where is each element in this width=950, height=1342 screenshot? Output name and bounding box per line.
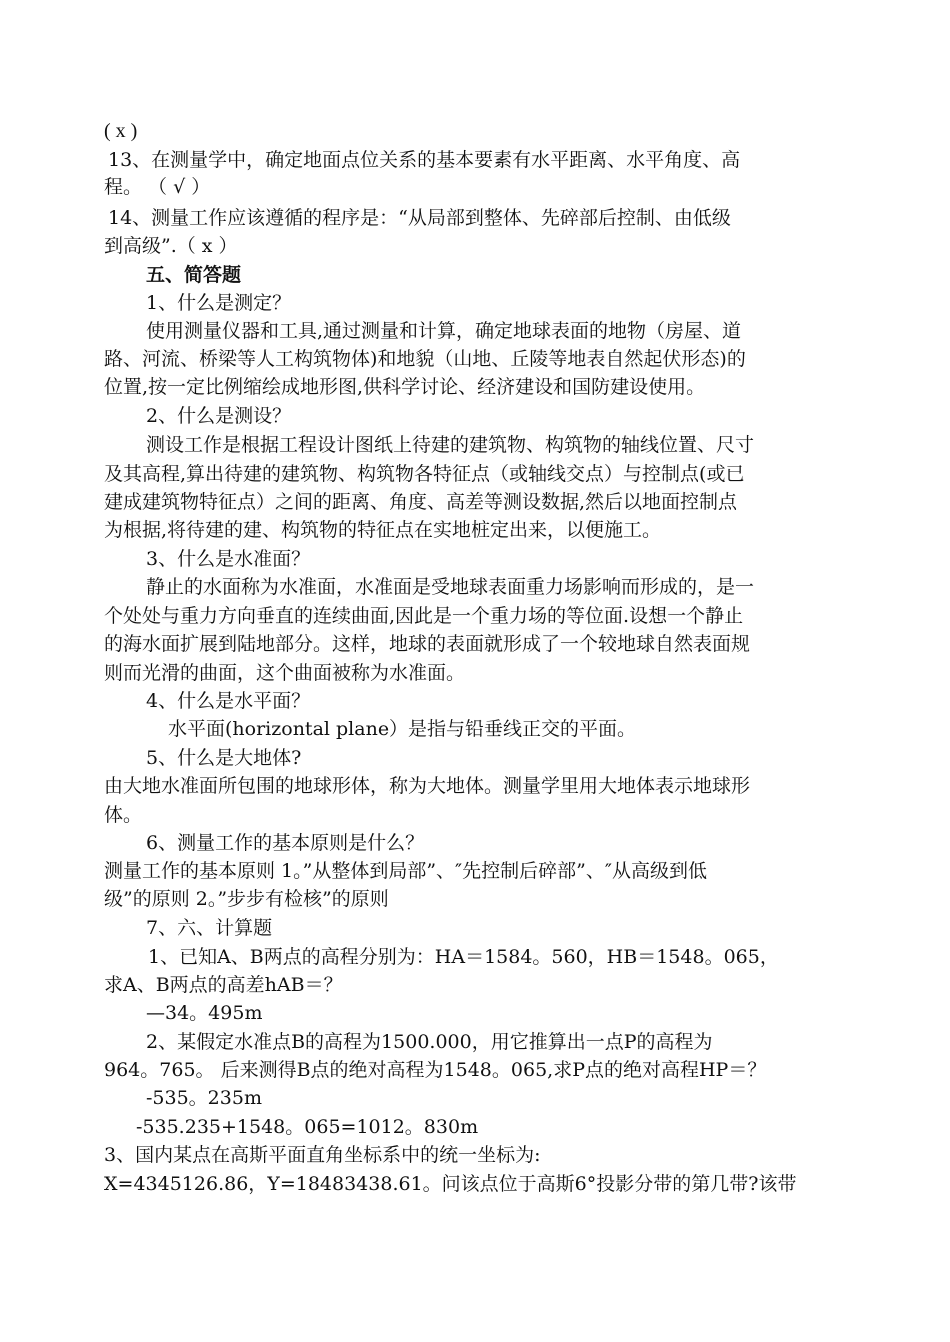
text-line: 程。 （ √ ）: [104, 176, 211, 198]
question-heading: 3、什么是水准面？: [146, 548, 311, 570]
section-heading: 五、简答题: [146, 264, 242, 286]
text-line: 测量工作的基本原则 1。”从整体到局部”、″先控制后碎部”、″从高级到低: [104, 860, 707, 882]
text-line: 1、已知A、B两点的高程分别为：HA＝1584。560，HB＝1548。065，: [148, 946, 779, 968]
text-line: 建成建筑物特征点）之间的距离、角度、高差等测设数据,然后以地面控制点: [104, 491, 738, 513]
text-line: 由大地水准面所包围的地球形体，称为大地体。测量学里用大地体表示地球形: [104, 775, 751, 797]
section-heading: 7、六、计算题: [146, 917, 273, 939]
text-line: 静止的水面称为水准面，水准面是受地球表面重力场影响而形成的，是一: [146, 576, 755, 598]
text-line: 个处处与重力方向垂直的连续曲面,因此是一个重力场的等位面.设想一个静止: [104, 605, 744, 627]
text-line: 水平面(horizontal plane）是指与铅垂线正交的平面。: [168, 718, 637, 740]
text-line: 使用测量仪器和工具,通过测量和计算，确定地球表面的地物（房屋、道: [146, 320, 742, 342]
text-line: 测设工作是根据工程设计图纸上待建的建筑物、构筑物的轴线位置、尺寸: [146, 434, 755, 456]
text-line: 的海水面扩展到陆地部分。这样，地球的表面就形成了一个较地球自然表面规: [104, 633, 751, 655]
text-line: 路、河流、桥梁等人工构筑物体)和地貌（山地、丘陵等地表自然起伏形态)的: [104, 348, 746, 370]
text-line: 及其高程,算出待建的建筑物、构筑物各特征点（或轴线交点）与控制点(或已: [104, 463, 745, 485]
question-heading: 6、测量工作的基本原则是什么？: [146, 832, 425, 854]
text-line: 13、在测量学中，确定地面点位关系的基本要素有水平距离、水平角度、高: [108, 149, 741, 171]
text-line: 964。765。 后来测得B点的绝对高程为1548。065,求P点的绝对高程HP＝？: [104, 1059, 767, 1081]
text-line: 2、某假定水准点B的高程为1500.000，用它推算出一点P的高程为: [146, 1031, 713, 1053]
text-line: 位置,按一定比例缩绘成地形图,供科学讨论、经济建设和国防建设使用。: [104, 376, 706, 398]
answer-line: -535。235m: [146, 1087, 262, 1109]
question-heading: 2、什么是测设？: [146, 405, 292, 427]
text-line: 3、国内某点在高斯平面直角坐标系中的统一坐标为:: [104, 1144, 541, 1166]
question-heading: 4、什么是水平面？: [146, 690, 311, 712]
text-line: 到高级”.（ x ）: [104, 235, 238, 257]
text-line: 则而光滑的曲面，这个曲面被称为水准面。: [104, 662, 466, 684]
text-line: ( x ): [104, 120, 138, 142]
text-line: X=4345126.86，Y=18483438.61。问该点位于高斯6°投影分带的第几带?该带: [104, 1173, 797, 1195]
answer-line: —34。495m: [146, 1002, 263, 1024]
text-line: 14、测量工作应该遵循的程序是：“从局部到整体、先碎部后控制、由低级: [108, 207, 731, 229]
question-heading: 1、什么是测定？: [146, 292, 292, 314]
text-line: 求A、B两点的高差hAB＝？: [104, 974, 343, 996]
text-line: 体。: [104, 804, 143, 826]
text-line: 为根据,将待建的建、构筑物的特征点在实地桩定出来，以便施工。: [104, 519, 662, 541]
text-line: 级”的原则 2。”步步有检核”的原则: [104, 888, 389, 910]
answer-line: -535.235+1548。065=1012。830m: [136, 1116, 479, 1138]
question-heading: 5、什么是大地体?: [146, 747, 302, 769]
